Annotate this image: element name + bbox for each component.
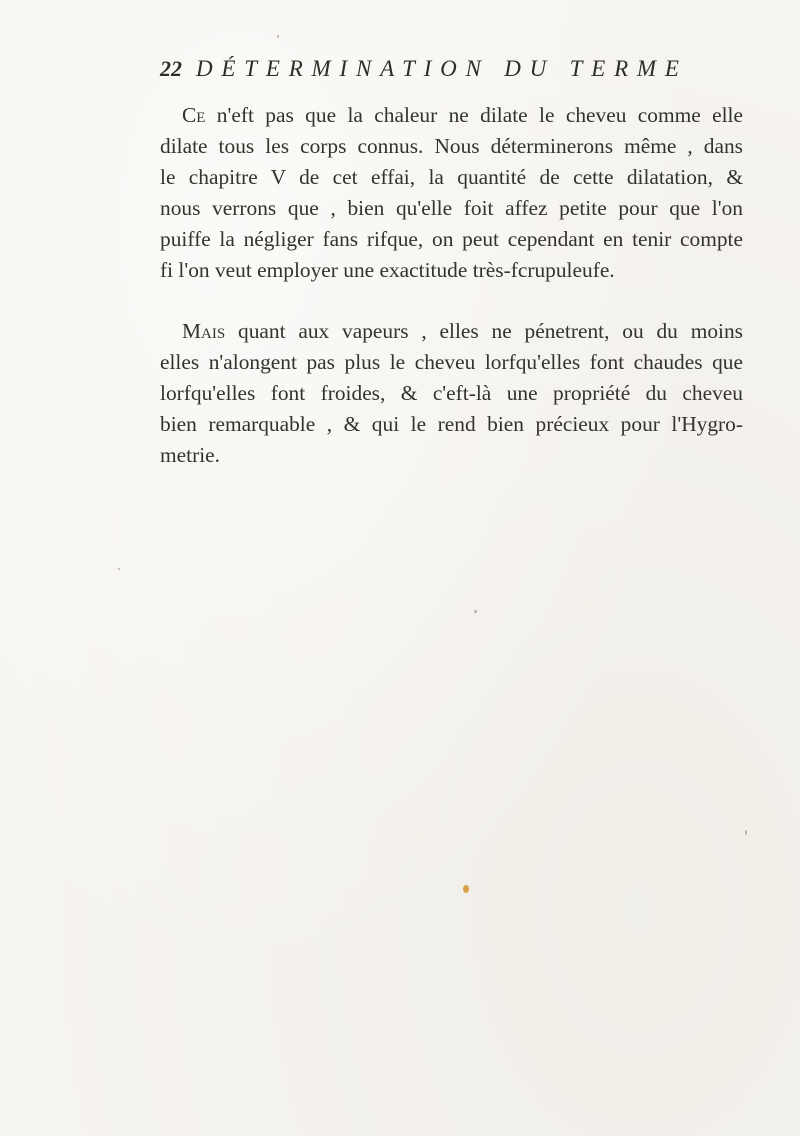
paragraph-line: lorfqu'elles font froides, & c'eft-là une propriété du cheveu [160,381,743,405]
running-head-title: DÉTERMINATION DU TERME [196,56,688,81]
paragraph-2 [160,316,743,471]
paragraph-line: Mais quant aux vapeurs , elles ne pénetrent, ou du moins [182,319,743,343]
paragraph-line: elles n'alongent pas plus le cheveu lorfqu'elles font chaudes que [160,350,743,374]
paper-speck [745,830,747,835]
running-head [160,56,745,86]
paragraph-line: puiffe la négliger fans rifque, on peut cependant en tenir compte [160,227,743,251]
paper-speck [277,35,279,38]
paper-speck [118,568,120,570]
paragraph-line: dilate tous les corps connus. Nous déterminerons même , dans [160,134,743,158]
paragraph-line: Ce n'eft pas que la chaleur ne dilate le cheveu comme elle [182,103,743,127]
paper-speck [463,885,469,893]
paragraph-line: fi l'on veut employer une exactitude très-fcrupuleufe. [160,258,615,282]
paragraph-line: metrie. [160,443,220,467]
paragraph-1 [160,100,743,286]
page-number: 22 [160,56,182,81]
paragraph-line: nous verrons que , bien qu'elle foit affez petite pour que l'on [160,196,743,220]
paper-speck [474,610,477,613]
paragraph-line: bien remarquable , & qui le rend bien précieux pour l'Hygro- [160,412,743,436]
paragraph-line: le chapitre V de cet effai, la quantité de cette dilatation, & [160,165,743,189]
